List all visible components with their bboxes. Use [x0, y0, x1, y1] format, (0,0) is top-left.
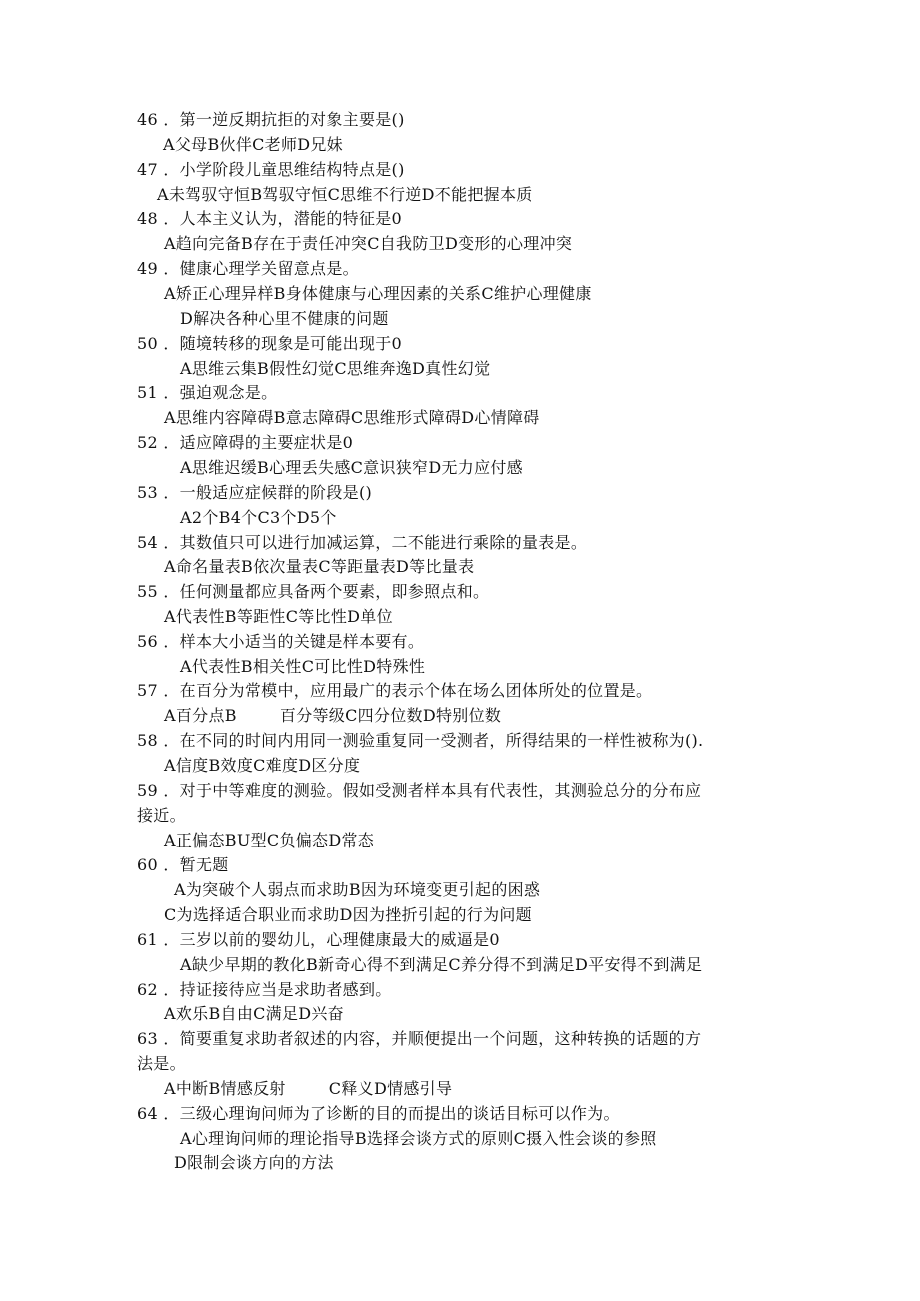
question-59-line-1: 59 ．对于中等难度的测验。假如受测者样本具有代表性，其测验总分的分布应 [137, 781, 702, 800]
options-53: A2个B4个C3个D5个 [180, 508, 337, 527]
question-46: 46 ．第一逆反期抗拒的对象主要是() [137, 110, 405, 129]
options-49-line-1: A矫正心理异样B身体健康与心理因素的关系C维护心理健康 [164, 284, 592, 303]
options-62: A欢乐B自由C满足D兴奋 [164, 1004, 344, 1023]
question-61: 61 ．三岁以前的婴幼儿，心理健康最大的威逼是0 [137, 930, 500, 949]
options-59: A正偏态BU型C负偏态D常态 [164, 831, 375, 850]
question-60: 60 ．暂无题 [137, 855, 229, 874]
question-56: 56 ．样本大小适当的关键是样本要有。 [137, 632, 425, 651]
question-63-line-1: 63 ．简要重复求助者叙述的内容，并顺便提出一个问题，这种转换的话题的方 [137, 1029, 702, 1048]
question-51: 51 ．强迫观念是。 [137, 383, 278, 402]
options-51: A思维内容障碍B意志障碍C思维形式障碍D心情障碍 [164, 408, 540, 427]
question-63-line-2: 法是。 [137, 1054, 186, 1073]
question-55: 55 ．任何测量都应具备两个要素，即参照点和。 [137, 582, 490, 601]
options-64-line-2: D限制会谈方向的方法 [174, 1153, 334, 1172]
options-58: A信度B效度C难度D区分度 [164, 756, 361, 775]
question-57: 57 ．在百分为常模中，应用最广的表示个体在场么团体所处的位置是。 [137, 681, 653, 700]
question-64: 64 ．三级心理询问师为了诊断的目的而提出的谈话目标可以作为。 [137, 1104, 620, 1123]
options-47: A未驾驭守恒B驾驭守恒C思维不行逆D不能把握本质 [157, 185, 533, 204]
options-56: A代表性B相关性C可比性D特殊性 [180, 657, 426, 676]
question-53: 53 ．一般适应症候群的阶段是() [137, 483, 373, 502]
options-48: A趋向完备B存在于责任冲突C自我防卫D变形的心理冲突 [164, 234, 573, 253]
options-54: A命名量表B依次量表C等距量表D等比量表 [164, 557, 475, 576]
options-50: A思维云集B假性幻觉C思维奔逸D真性幻觉 [180, 359, 491, 378]
question-54: 54 ．其数值只可以进行加减运算，二不能进行乘除的量表是。 [137, 533, 588, 552]
question-62: 62 ．持证接待应当是求助者感到。 [137, 980, 392, 999]
options-49-line-2: D解决各种心里不健康的问题 [180, 309, 389, 328]
options-63: A中断B情感反射 C释义D情感引导 [164, 1079, 453, 1098]
options-60-line-1: A为突破个人弱点而求助B因为环境变更引起的困惑 [174, 880, 541, 899]
options-60-line-2: C为选择适合职业而求助D因为挫折引起的行为问题 [164, 905, 532, 924]
question-58: 58 ．在不同的时间内用同一测验重复同一受测者，所得结果的一样性被称为(). [137, 731, 704, 750]
options-64-line-1: A心理询问师的理论指导B选择会谈方式的原则C摄入性会谈的参照 [180, 1129, 657, 1148]
options-46: A父母B伙伴C老师D兄妹 [163, 135, 343, 154]
options-57: A百分点B 百分等级C四分位数D特别位数 [164, 706, 502, 725]
options-55: A代表性B等距性C等比性D单位 [164, 607, 393, 626]
options-61: A缺少早期的教化B新奇心得不到满足C养分得不到满足D平安得不到满足 [180, 955, 703, 974]
question-52: 52 ．适应障碍的主要症状是0 [137, 433, 354, 452]
question-59-line-2: 接近。 [137, 806, 186, 825]
question-49: 49 ．健康心理学关留意点是。 [137, 259, 359, 278]
question-48: 48 ．人本主义认为，潜能的特征是0 [137, 209, 403, 228]
question-47: 47 ．小学阶段儿童思维结构特点是() [137, 160, 405, 179]
question-50: 50 ．随境转移的现象是可能出现于0 [137, 334, 403, 353]
options-52: A思维迟缓B心理丢失感C意识狭窄D无力应付感 [180, 458, 523, 477]
